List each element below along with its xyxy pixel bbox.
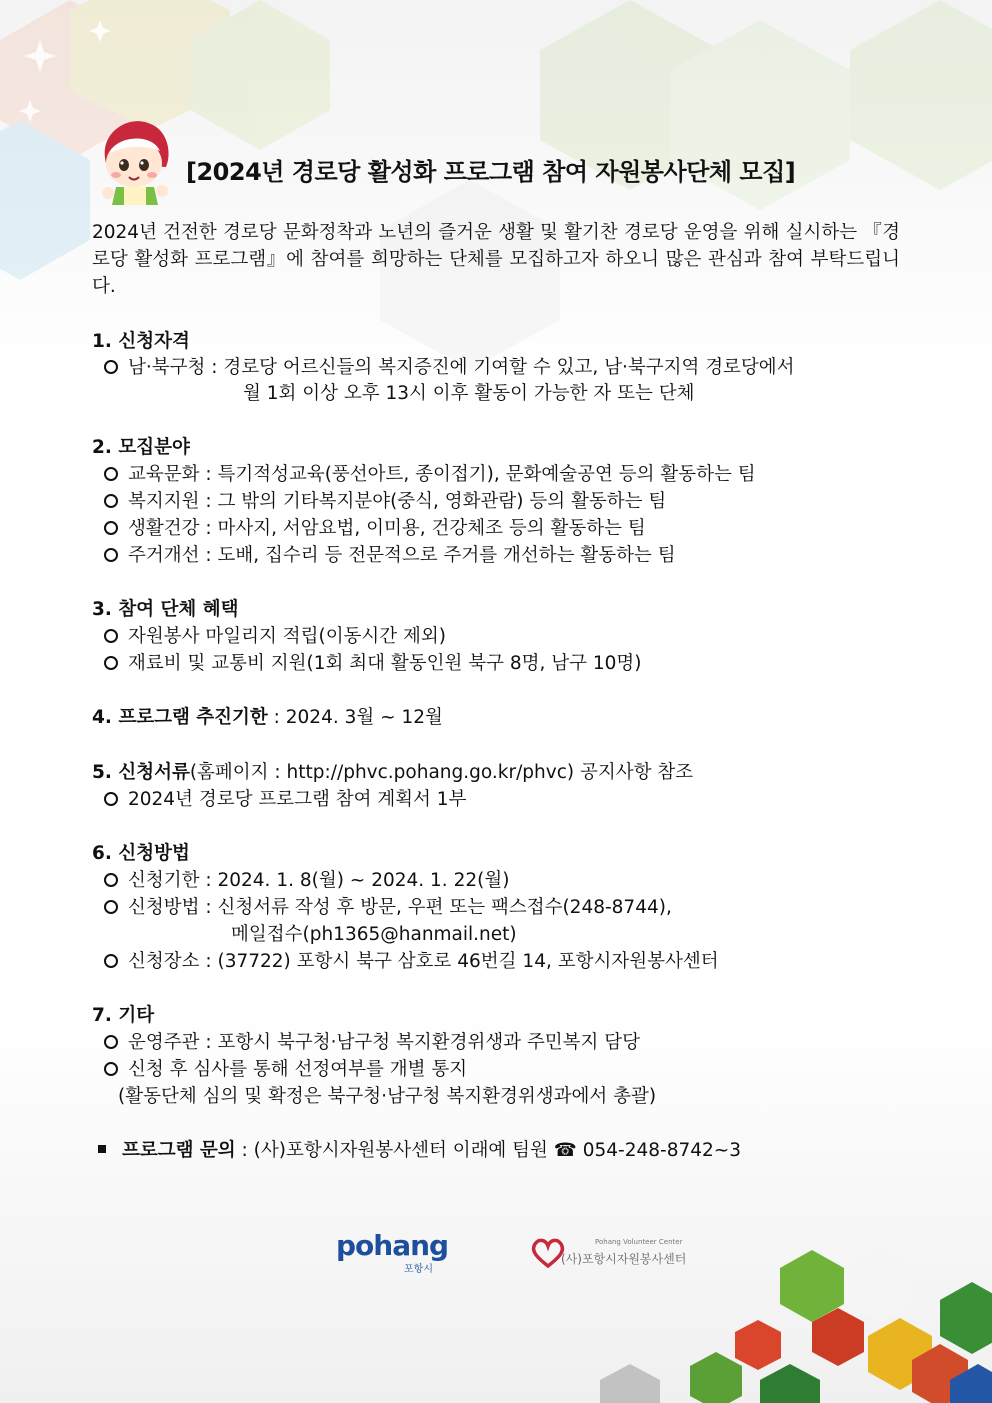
inquiry-value: : (사)포항시자원봉사센터 이래예 팀원 ☎ 054-248-8742~3 [235,1140,742,1161]
section-3-text: 자원봉사 마일리지 적립(이동시간 제외) [128,626,447,647]
circle-bullet-icon [104,629,118,643]
section-2-item [104,544,676,568]
section-7-text: 신청 후 심사를 통해 선정여부를 개별 통지 [128,1059,468,1080]
volunteer-center-logo [531,1236,701,1276]
circle-bullet-icon [104,954,118,968]
section-5-value: (홈페이지 : http://phvc.pohang.go.kr/phvc) 공지사항 참조 [189,762,694,783]
page-title: [2024년 경로당 활성화 프로그램 참여 자원봉사단체 모집] [186,158,796,186]
section-2-text: 생활건강 : 마사지, 서암요법, 이미용, 건강체조 등의 활동하는 팀 [128,518,646,539]
section-2-text: 주거개선 : 도배, 집수리 등 전문적으로 주거를 개선하는 활동하는 팀 [128,545,676,566]
section-6-period: 신청기한 : 2024. 1. 8(월) ~ 2024. 1. 22(월) [128,870,510,891]
circle-bullet-icon [104,1062,118,1076]
section-1-item [104,356,795,380]
square-bullet-icon [98,1145,106,1153]
section-4-value: : 2024. 3월 ~ 12월 [267,707,443,728]
section-7-heading: 7. 기타 [92,1005,155,1026]
section-3-heading: 3. 참여 단체 혜택 [92,599,239,620]
volunteer-center-en: Pohang Volunteer Center [595,1238,683,1246]
volunteer-center-ko: (사)포항시자원봉사센터 [561,1252,687,1266]
mascot-illustration [88,115,184,207]
section-1-heading: 1. 신청자격 [92,331,190,352]
circle-bullet-icon [104,656,118,670]
circle-bullet-icon [104,792,118,806]
section-6-place: 신청장소 : (37722) 포항시 북구 삼호로 46번길 14, 포항시자원봉사센터 [128,951,719,972]
pohang-logo [336,1229,466,1275]
section-6-heading: 6. 신청방법 [92,843,190,864]
section-5-text: 2024년 경로당 프로그램 참여 계획서 1부 [128,789,467,810]
circle-bullet-icon [104,1035,118,1049]
circle-bullet-icon [104,548,118,562]
section-5-item [104,788,466,812]
inquiry-label: 프로그램 문의 [122,1140,236,1161]
circle-bullet-icon [104,900,118,914]
heart-logo-icon [531,1238,565,1268]
section-4-heading: 4. 프로그램 추진기한 [92,707,268,728]
section-7-text: 운영주관 : 포항시 북구청·남구청 복지환경위생과 주민복지 담당 [128,1032,641,1053]
section-2-item [104,490,666,514]
section-1-text: 남·북구청 : 경로당 어르신들의 복지증진에 기여할 수 있고, 남·북구지역 경로당에서 [128,357,795,378]
pohang-logo-word: pohang [336,1229,449,1262]
section-6-item [104,950,719,974]
circle-bullet-icon [104,467,118,481]
section-2-item [104,463,756,487]
section-2-item [104,517,646,541]
circle-bullet-icon [104,873,118,887]
section-4 [92,706,443,730]
intro-paragraph: 2024년 건전한 경로당 문화정착과 노년의 즐거운 생활 및 활기찬 경로당 운영을 위해 실시하는 『경로당 활성화 프로그램』에 참여를 희망하는 단체를 모집하고자 하오니 많은 관심과 참여 부탁드립니다. [92,222,900,297]
circle-bullet-icon [104,521,118,535]
section-6-method: 신청방법 : 신청서류 작성 후 방문, 우편 또는 팩스접수(248-8744), [128,897,672,918]
circle-bullet-icon [104,360,118,374]
section-3-item [104,652,642,676]
section-7-note: (활동단체 심의 및 확정은 북구청·남구청 복지환경위생과에서 총괄) [118,1086,657,1107]
section-3-text: 재료비 및 교통비 지원(1회 최대 활동인원 북구 8명, 남구 10명) [128,653,642,674]
section-6-item [104,896,672,920]
inquiry-line [98,1139,741,1163]
section-6-item [104,869,509,893]
section-2-heading: 2. 모집분야 [92,437,190,458]
section-3-item [104,625,446,649]
section-1-continuation: 월 1회 이상 오후 13시 이후 활동이 가능한 자 또는 단체 [243,383,695,404]
section-2-text: 복지지원 : 그 밖의 기타복지분야(중식, 영화관람) 등의 활동하는 팀 [128,491,667,512]
section-5-heading: 5. 신청서류 [92,762,190,783]
section-7-item [104,1031,640,1055]
circle-bullet-icon [104,494,118,508]
section-5 [92,761,693,785]
section-6-method-continuation: 메일접수(ph1365@hanmail.net) [231,924,517,945]
section-7-item [104,1058,467,1082]
section-2-text: 교육문화 : 특기적성교육(풍선아트, 종이접기), 문화예술공연 등의 활동하는 팀 [128,464,756,485]
pohang-logo-sub: 포항시 [404,1264,433,1275]
